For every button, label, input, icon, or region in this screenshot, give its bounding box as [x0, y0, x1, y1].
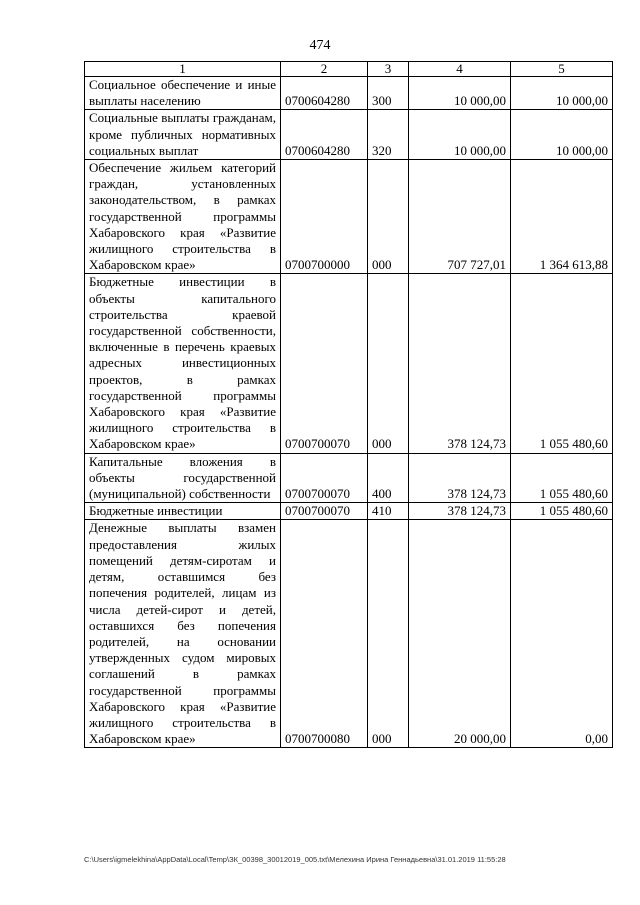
row-amount-2020: 378 124,73 [409, 503, 511, 520]
row-name: Бюджетные инвестиции [85, 503, 281, 520]
table-row [85, 110, 613, 160]
footer-file-path: C:\Users\igmelekhina\AppData\Local\Temp\ЗК_00398_30012019_005.txt\Мелехина Ирина Геннадьевна\31.01.2019 11:55:28 [84, 855, 506, 864]
row-code: 0700700070 [281, 453, 368, 503]
row-amount-2021: 1 055 480,60 [511, 453, 613, 503]
column-header-3: 3 [368, 62, 409, 77]
page-number: 474 [309, 38, 331, 53]
row-name: Обеспечение жильем категорий граждан, установленных законодательством, в рамках государственной программы Хабаровского края «Развитие жилищного строительства в Хабаровском крае» [85, 160, 281, 274]
row-kind: 400 [368, 453, 409, 503]
row-code: 0700700070 [281, 503, 368, 520]
row-kind: 320 [368, 110, 409, 160]
column-header-2: 2 [281, 62, 368, 77]
row-amount-2020: 378 124,73 [409, 274, 511, 453]
row-name: Денежные выплаты взамен предоставления жилых помещений детям-сиротам и детям, оставшимся без попечения родителей, лицам из числа детей-сирот и детей, оставшихся без попечения родителей, на основании утвержденных судом мировых соглашений в рамках государственной программы Хабаровского края «Развитие жилищного строительства в Хабаровском крае» [85, 520, 281, 748]
table-row [85, 160, 613, 274]
row-name: Социальные выплаты гражданам, кроме публичных нормативных социальных выплат [85, 110, 281, 160]
row-amount-2020: 10 000,00 [409, 77, 511, 110]
table-row [85, 520, 613, 748]
row-amount-2020: 10 000,00 [409, 110, 511, 160]
table-row [85, 274, 613, 453]
row-amount-2021: 1 364 613,88 [511, 160, 613, 274]
row-kind: 000 [368, 520, 409, 748]
table-row [85, 453, 613, 503]
row-kind: 000 [368, 274, 409, 453]
row-amount-2020: 378 124,73 [409, 453, 511, 503]
row-amount-2021: 10 000,00 [511, 77, 613, 110]
row-code: 0700700070 [281, 274, 368, 453]
row-amount-2021: 1 055 480,60 [511, 274, 613, 453]
row-code: 0700604280 [281, 110, 368, 160]
row-code: 0700700080 [281, 520, 368, 748]
column-header-5: 5 [511, 62, 613, 77]
row-amount-2020: 20 000,00 [409, 520, 511, 748]
column-header-1: 1 [85, 62, 281, 77]
row-name: Капитальные вложения в объекты государственной (муниципальной) собственности [85, 453, 281, 503]
row-code: 0700604280 [281, 77, 368, 110]
row-name: Социальное обеспечение и иные выплаты населению [85, 77, 281, 110]
table-row [85, 503, 613, 520]
header-row [85, 62, 613, 77]
row-code: 0700700000 [281, 160, 368, 274]
row-amount-2021: 10 000,00 [511, 110, 613, 160]
column-header-4: 4 [409, 62, 511, 77]
row-amount-2021: 1 055 480,60 [511, 503, 613, 520]
row-amount-2021: 0,00 [511, 520, 613, 748]
row-kind: 300 [368, 77, 409, 110]
budget-table [84, 61, 613, 748]
row-kind: 410 [368, 503, 409, 520]
row-amount-2020: 707 727,01 [409, 160, 511, 274]
table-row [85, 77, 613, 110]
row-name: Бюджетные инвестиции в объекты капитального строительства краевой государственной собственности, включенные в перечень краевых адресных инвестиционных проектов, в рамках государственной программы Хабаровского края «Развитие жилищного строительства в Хабаровском крае» [85, 274, 281, 453]
row-kind: 000 [368, 160, 409, 274]
